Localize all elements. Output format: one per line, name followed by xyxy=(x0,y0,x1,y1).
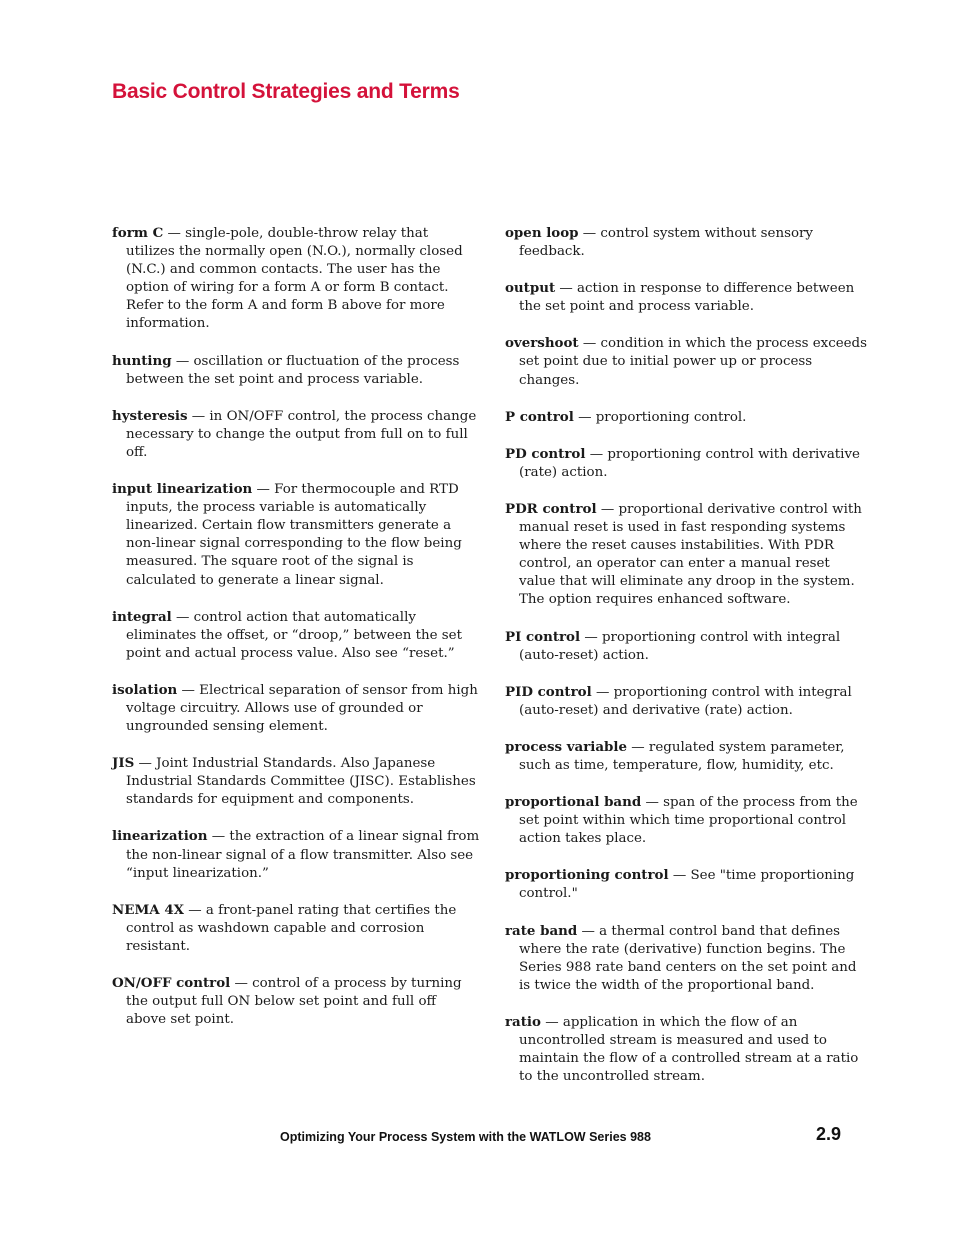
glossary-definition: — proportioning control with integral (auto-reset) action. xyxy=(519,629,841,663)
glossary-entry xyxy=(505,279,867,316)
glossary-entry xyxy=(505,1013,867,1086)
footer-title: Optimizing Your Process System with the WATLOW Series 988 xyxy=(280,1130,651,1144)
glossary-definition: — control system without sensory feedback. xyxy=(519,226,813,260)
glossary-entry xyxy=(505,224,867,261)
glossary-entry xyxy=(112,480,480,590)
glossary-term: ON/OFF control xyxy=(112,975,231,991)
glossary-term: form C xyxy=(112,225,164,241)
glossary-definition: — action in response to difference between the set point and process variable. xyxy=(519,281,855,315)
glossary-definition: — control action that automatically eliminates the offset, or “droop,” between the set point and actual process value. Also see “reset.” xyxy=(126,609,462,661)
glossary-entry xyxy=(112,901,480,956)
glossary-definition: — proportioning control with derivative (rate) action. xyxy=(519,446,860,480)
glossary-column-left xyxy=(112,224,480,1047)
glossary-term: overshoot xyxy=(505,335,579,352)
glossary-definition: — in ON/OFF control, the process change necessary to change the output from full on to full off. xyxy=(126,408,477,460)
page-number: 2.9 xyxy=(816,1124,842,1144)
glossary-term: PI control xyxy=(505,628,581,645)
glossary-term: process variable xyxy=(505,738,628,755)
glossary-entry xyxy=(505,683,867,720)
glossary-entry xyxy=(505,500,867,610)
glossary-definition: — a front-panel rating that certifies the control as washdown capable and corrosion resistant. xyxy=(126,902,457,954)
glossary-term: PD control xyxy=(505,445,586,462)
page-title: Basic Control Strategies and Terms xyxy=(112,80,460,103)
glossary-entry xyxy=(505,922,867,995)
glossary-term: hysteresis xyxy=(112,407,188,424)
glossary-term: JIS xyxy=(112,755,135,772)
glossary-term: PID control xyxy=(505,683,592,700)
glossary-term: integral xyxy=(112,608,172,625)
glossary-term: PDR control xyxy=(505,500,597,517)
glossary-entry xyxy=(505,738,867,775)
glossary-definition: — application in which the flow of an uncontrolled stream is measured and used to maintain the flow of a controlled stream at a ratio to the uncontrolled stream. xyxy=(519,1014,859,1085)
glossary-definition: — control of a process by turning the output full ON below set point and full off above set point. xyxy=(126,976,462,1028)
glossary-entry xyxy=(112,224,480,334)
glossary-definition: — proportioning control. xyxy=(573,409,747,425)
glossary-term: P control xyxy=(505,408,574,425)
glossary-term: NEMA 4X xyxy=(112,901,185,918)
glossary-entry xyxy=(112,352,480,389)
glossary-term: hunting xyxy=(112,352,172,369)
glossary-entry xyxy=(505,866,867,903)
glossary-term: rate band xyxy=(505,922,578,939)
glossary-entry xyxy=(112,407,480,462)
glossary-entry xyxy=(505,334,867,389)
glossary-term: output xyxy=(505,280,556,297)
glossary-definition: — Electrical separation of sensor from high voltage circuitry. Allows use of grounded or ungrounded sensing element. xyxy=(126,682,478,735)
glossary-definition: — oscillation or fluctuation of the process between the set point and process variable. xyxy=(126,353,460,387)
glossary-definition: — single-pole, double-throw relay that utilizes the normally open (N.O.), normally closed (N.C.) and common contacts. The user has the option of wiring for a form A or form B contact. Refer to the form A and form B above for more information. xyxy=(126,226,463,332)
glossary-entry xyxy=(112,681,480,736)
glossary-entry xyxy=(505,793,867,848)
glossary-definition: — Joint Industrial Standards. Also Japanese Industrial Standards Committee (JISC). Establishes standards for equipment and components. xyxy=(126,756,476,808)
glossary-definition: — For thermocouple and RTD inputs, the process variable is automatically linearized. Certain flow transmitters generate a non-linear signal corresponding to the flow being measured. The square root of the signal is calculated to generate a linear signal. xyxy=(126,482,462,588)
glossary-definition: — span of the process from the set point within which time proportional control action takes place. xyxy=(519,795,858,847)
glossary-entry xyxy=(505,628,867,665)
glossary-entry xyxy=(112,608,480,663)
glossary-term: proportional band xyxy=(505,794,642,811)
glossary-entry xyxy=(112,974,480,1029)
glossary-term: input linearization xyxy=(112,481,253,498)
glossary-entry xyxy=(112,754,480,809)
glossary-term: isolation xyxy=(112,681,178,698)
glossary-term: proportioning control xyxy=(505,867,669,884)
glossary-term: linearization xyxy=(112,828,208,845)
glossary-definition: — condition in which the process exceeds set point due to initial power up or process changes. xyxy=(519,336,867,388)
glossary-definition: — See "time proportioning control." xyxy=(519,868,855,902)
glossary-definition: — regulated system parameter, such as time, temperature, flow, humidity, etc. xyxy=(519,739,845,773)
glossary-entry xyxy=(505,408,867,427)
glossary-definition: — proportional derivative control with manual reset is used in fast responding systems where the reset causes instabilities. With PDR control, an operator can enter a manual reset value that will eliminate any droop in the system. The option requires enhanced software. xyxy=(519,501,862,608)
glossary-entry xyxy=(112,827,480,882)
glossary-entry xyxy=(505,445,867,482)
glossary-term: open loop xyxy=(505,225,579,241)
glossary-column-right xyxy=(505,224,867,1104)
glossary-definition: — proportioning control with integral (auto-reset) and derivative (rate) action. xyxy=(519,684,852,718)
glossary-definition: — a thermal control band that defines where the rate (derivative) function begins. The Series 988 rate band centers on the set point and is twice the width of the proportional band. xyxy=(519,923,857,993)
glossary-definition: — the extraction of a linear signal from the non-linear signal of a flow transmitter. Also see “input linearization.” xyxy=(126,829,480,881)
glossary-term: ratio xyxy=(505,1013,541,1030)
